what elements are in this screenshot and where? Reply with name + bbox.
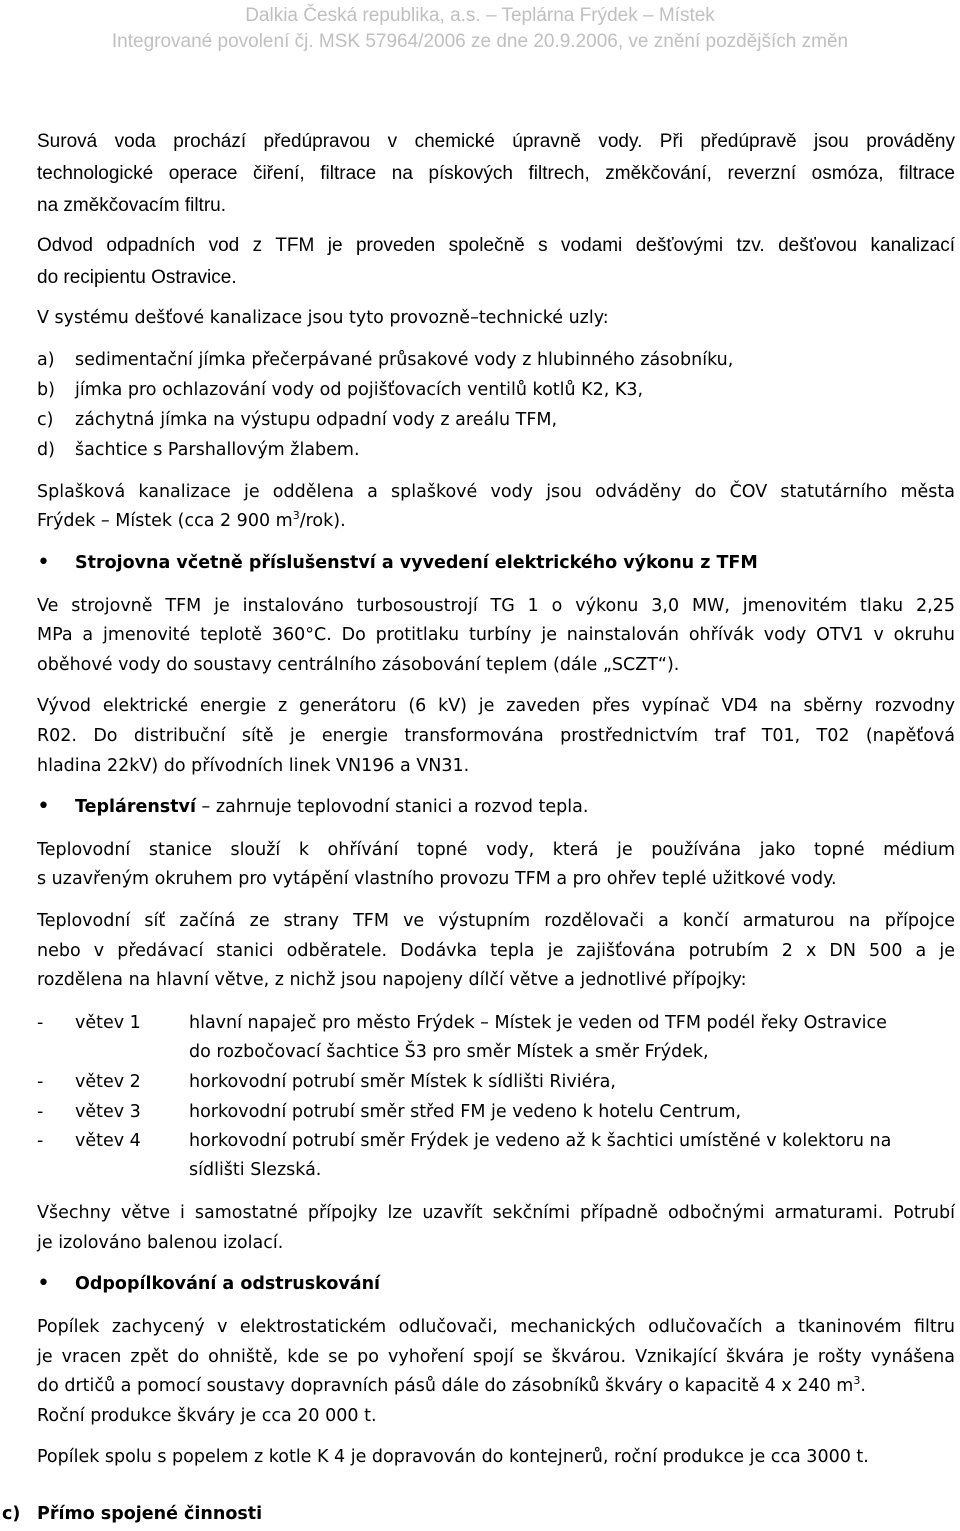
paragraph-valves-line-1: Všechny větve i samostatné přípojky lze uzavřít sekčními případně odbočnými armaturami. Potrubí — [37, 1203, 955, 1223]
branch-dash: - — [37, 1102, 44, 1122]
branch-description: hlavní napaječ pro město Frýdek – Místek je veden od TFM podél řeky Ostravice — [189, 1013, 887, 1033]
branch-name: větev 1 — [75, 1013, 141, 1033]
paragraph-fly-ash-line-1: Popílek zachycený v elektrostatickém odlučovači, mechanických odlučovačích a tkaninovém filtru — [37, 1317, 955, 1337]
paragraph-sewage-line-1: Splašková kanalizace je oddělena a splaškové vody jsou odváděny do ČOV statutárního města — [37, 482, 955, 502]
branch-name: větev 4 — [75, 1131, 141, 1151]
branch-description: do rozbočovací šachtice Š3 pro směr Místek a směr Frýdek, — [189, 1042, 709, 1062]
paragraph-turbine-line-3: oběhové vody do soustavy centrálního zásobování teplem (dále „SCZT“). — [37, 655, 680, 675]
paragraph-heating-network-line-3: rozdělena na hlavní větve, z nichž jsou napojeny dílčí větve a jednotlivé přípojky: — [37, 970, 747, 990]
branch-dash: - — [37, 1131, 44, 1151]
list-item-d: šachtice s Parshallovým žlabem. — [75, 440, 360, 460]
section-heading-directly-related-activities: Přímo spojené činnosti — [37, 1504, 263, 1524]
paragraph-power-output-line-2: R02. Do distribuční sítě je energie transformována prostřednictvím traf T01, T02 (napěťová — [37, 726, 955, 746]
paragraph-heating-network-line-2: nebo v předávací stanici odběratele. Dodávka tepla je zajišťována potrubím 2 x DN 500 a je — [37, 941, 955, 961]
paragraph-valves-line-2: je izolováno balenou izolací. — [37, 1233, 284, 1253]
paragraph-heating-station-line-1: Teplovodní stanice slouží k ohřívání topné vody, která je používána jako topné médium — [37, 840, 955, 860]
paragraph-fly-ash-line-3: do drtičů a pomocí soustavy dopravních pásů dále do zásobníků škváry o kapacitě 4 x 240 $m^3$. — [37, 1374, 866, 1396]
page-header-line-1: Dalkia Česká republika, a.s. – Teplárna Frýdek – Místek — [245, 5, 715, 26]
paragraph-turbine-line-2: MPa a jmenovité teplotě 360°C. Do protitlaku turbíny je nainstalován ohřívák vody OTV1 v okruhu — [37, 625, 955, 645]
section-heading-ash-removal: Odpopílkování a odstruskování — [75, 1274, 381, 1294]
paragraph-waste-water-line-2: do recipientu Ostravice. — [37, 267, 237, 288]
branch-name: větev 2 — [75, 1072, 141, 1092]
branch-description: horkovodní potrubí směr Frýdek je vedeno až k šachtici umístěné v kolektoru na — [189, 1131, 892, 1151]
list-marker-c: c) — [37, 410, 54, 430]
branch-description: horkovodní potrubí směr střed FM je vedeno k hotelu Centrum, — [189, 1102, 742, 1122]
paragraph-rain-sewer-intro: V systému dešťové kanalizace jsou tyto provozně–technické uzly: — [37, 308, 609, 328]
bullet-icon: • — [37, 1271, 50, 1296]
page-header-line-2: Integrované povolení čj. MSK 57964/2006 ze dne 20.9.2006, ve znění pozdějších změn — [111, 31, 849, 52]
paragraph-raw-water-line-1: Surová voda prochází předúpravou v chemické úpravně vody. Při předúpravě jsou prováděny — [37, 131, 955, 152]
section-marker-c: c) — [2, 1504, 21, 1524]
list-item-a: sedimentační jímka přečerpávané průsakové vody z hlubinného zásobníku, — [75, 350, 734, 370]
list-item-b: jímka pro ochlazování vody od pojišťovacích ventilů kotlů K2, K3, — [75, 380, 644, 400]
paragraph-heating-station-line-2: s uzavřeným okruhem pro vytápění vlastního provozu TFM a pro ohřev teplé užitkové vody. — [37, 869, 837, 889]
section-heading-heating: Teplárenství – zahrnuje teplovodní stanici a rozvod tepla. — [75, 797, 589, 817]
paragraph-heating-network-line-1: Teplovodní síť začíná ze strany TFM ve výstupním rozdělovači a končí armaturou na přípojce — [37, 911, 955, 931]
paragraph-turbine-line-1: Ve strojovně TFM je instalováno turbosoustrojí TG 1 o výkonu 3,0 MW, jmenovitém tlaku 2,25 — [37, 596, 955, 616]
paragraph-ash-containers: Popílek spolu s popelem z kotle K 4 je dopravován do kontejnerů, roční produkce je cca 3000 t. — [37, 1447, 869, 1467]
list-marker-a: a) — [37, 350, 55, 370]
paragraph-power-output-line-3: hladina 22kV) do přívodních linek VN196 a VN31. — [37, 756, 470, 776]
list-marker-b: b) — [37, 380, 55, 400]
branch-dash: - — [37, 1013, 44, 1033]
paragraph-fly-ash-line-2: je vracen zpět do ohniště, kde se po vyhoření spojí se škvárou. Vznikající škvára je rošty vynášena — [37, 1347, 955, 1367]
list-item-c: záchytná jímka na výstupu odpadní vody z areálu TFM, — [75, 410, 558, 430]
bullet-icon: • — [37, 550, 50, 575]
branch-description: horkovodní potrubí směr Místek k sídlišti Riviéra, — [189, 1072, 616, 1092]
bullet-icon: • — [37, 794, 50, 819]
paragraph-sewage-line-2: Frýdek – Místek (cca 2 900 $m^3/rok$). — [37, 509, 346, 531]
list-marker-d: d) — [37, 440, 55, 460]
branch-name: větev 3 — [75, 1102, 141, 1122]
paragraph-power-output-line-1: Vývod elektrické energie z generátoru (6 kV) je zaveden přes vypínač VD4 na sběrny rozvodny — [37, 696, 955, 716]
paragraph-raw-water-line-3: na změkčovacím filtru. — [37, 195, 226, 216]
branch-description: sídlišti Slezská. — [189, 1160, 322, 1180]
section-heading-engine-room: Strojovna včetně příslušenství a vyvedení elektrického výkonu z TFM — [75, 553, 758, 573]
branch-dash: - — [37, 1072, 44, 1092]
paragraph-fly-ash-line-4: Roční produkce škváry je cca 20 000 t. — [37, 1406, 377, 1426]
paragraph-raw-water-line-2: technologické operace čiření, filtrace na pískových filtrech, změkčování, reverzní osmóza, filtrace — [37, 163, 955, 184]
paragraph-waste-water-line-1: Odvod odpadních vod z TFM je proveden společně s vodami dešťovými tzv. dešťovou kanalizací — [37, 235, 955, 256]
